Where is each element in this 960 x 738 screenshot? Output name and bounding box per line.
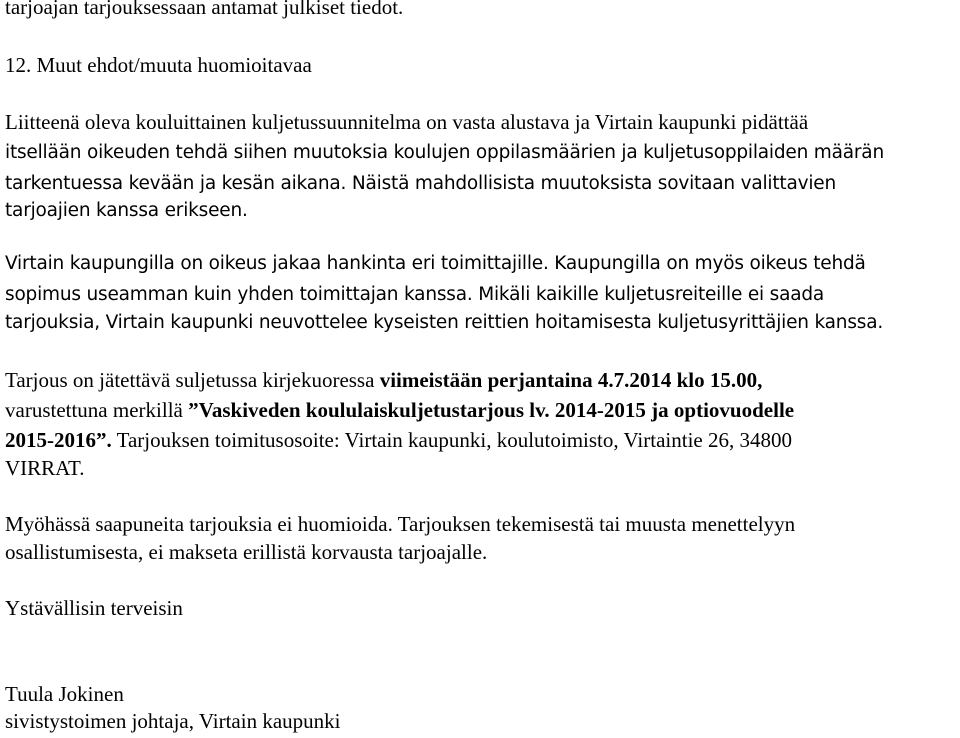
paragraph2-line2 [5, 281, 824, 309]
signatory-title: sivistystoimen johtaja, Virtain kaupunki [5, 709, 341, 733]
paragraph2-line3: tarjouksia, Virtain kaupunki neuvottelee kyseisten reittien hoitamisesta kuljetusyrittäjien kanssa. [5, 312, 884, 333]
paragraph1-line3 [5, 170, 836, 198]
deadline-text: viimeistään perjantaina 4.7.2014 klo 15.00, [379, 368, 763, 392]
paragraph4-line1: Myöhässä saapuneita tarjouksia ei huomioida. Tarjouksen tekemisestä tai muusta menettelyyn [5, 512, 796, 536]
paragraph2-line1 [5, 250, 866, 278]
paragraph3-line1 [5, 366, 762, 394]
paragraph4-line2: osallistumisesta, ei makseta erillistä korvausta tarjoajalle. [5, 540, 488, 564]
paragraph2-line2-part-b: Mikäli kaikille kuljetusreiteille ei saada [472, 284, 825, 305]
paragraph1-line3-part-b: Näistä mahdollisista muutoksista sovitaan valittavien [346, 173, 836, 194]
paragraph2-line1-part-a: Virtain kaupungilla on oikeus jakaa hankinta eri toimittajille. [5, 253, 549, 274]
envelope-marking-cont: 2015-2016”. [5, 428, 112, 452]
signatory-name: Tuula Jokinen [5, 682, 124, 706]
paragraph3-line1-part-a: Tarjous on jätettävä suljetussa kirjekuoressa [5, 368, 380, 392]
envelope-marking: ”Vaskiveden koululaiskuljetustarjous lv. 2014-2015 ja optiovuodelle [188, 398, 795, 422]
paragraph1-line3-part-a: tarkentuessa kevään ja kesän aikana. [5, 173, 347, 194]
intro-line: tarjoajan tarjouksessaan antamat julkiset tiedot. [5, 0, 404, 19]
paragraph1-line1: Liitteenä oleva kouluittainen kuljetussuunnitelma on vasta alustava ja Virtain kaupunki pidättää [5, 110, 809, 134]
section-heading: 12. Muut ehdot/muuta huomioitavaa [5, 53, 312, 77]
paragraph3-line4: VIRRAT. [5, 456, 85, 480]
paragraph2-line1-part-b: Kaupungilla on myös oikeus tehdä [548, 253, 866, 274]
paragraph3-line2-part-a: varustettuna merkillä [5, 398, 189, 422]
paragraph1-line4: tarjoajien kanssa erikseen. [5, 200, 248, 221]
paragraph3-line3 [5, 426, 792, 454]
paragraph2-line2-part-a: sopimus useamman kuin yhden toimittajan kanssa. [5, 284, 473, 305]
delivery-address: Tarjouksen toimitusosoite: Virtain kaupunki, koulutoimisto, Virtaintie 26, 34800 [111, 428, 792, 452]
paragraph3-line2 [5, 396, 794, 424]
paragraph1-line2: itsellään oikeuden tehdä siihen muutoksia koulujen oppilasmäärien ja kuljetusoppilaiden määrän [5, 142, 884, 163]
closing-greeting: Ystävällisin terveisin [5, 596, 183, 620]
